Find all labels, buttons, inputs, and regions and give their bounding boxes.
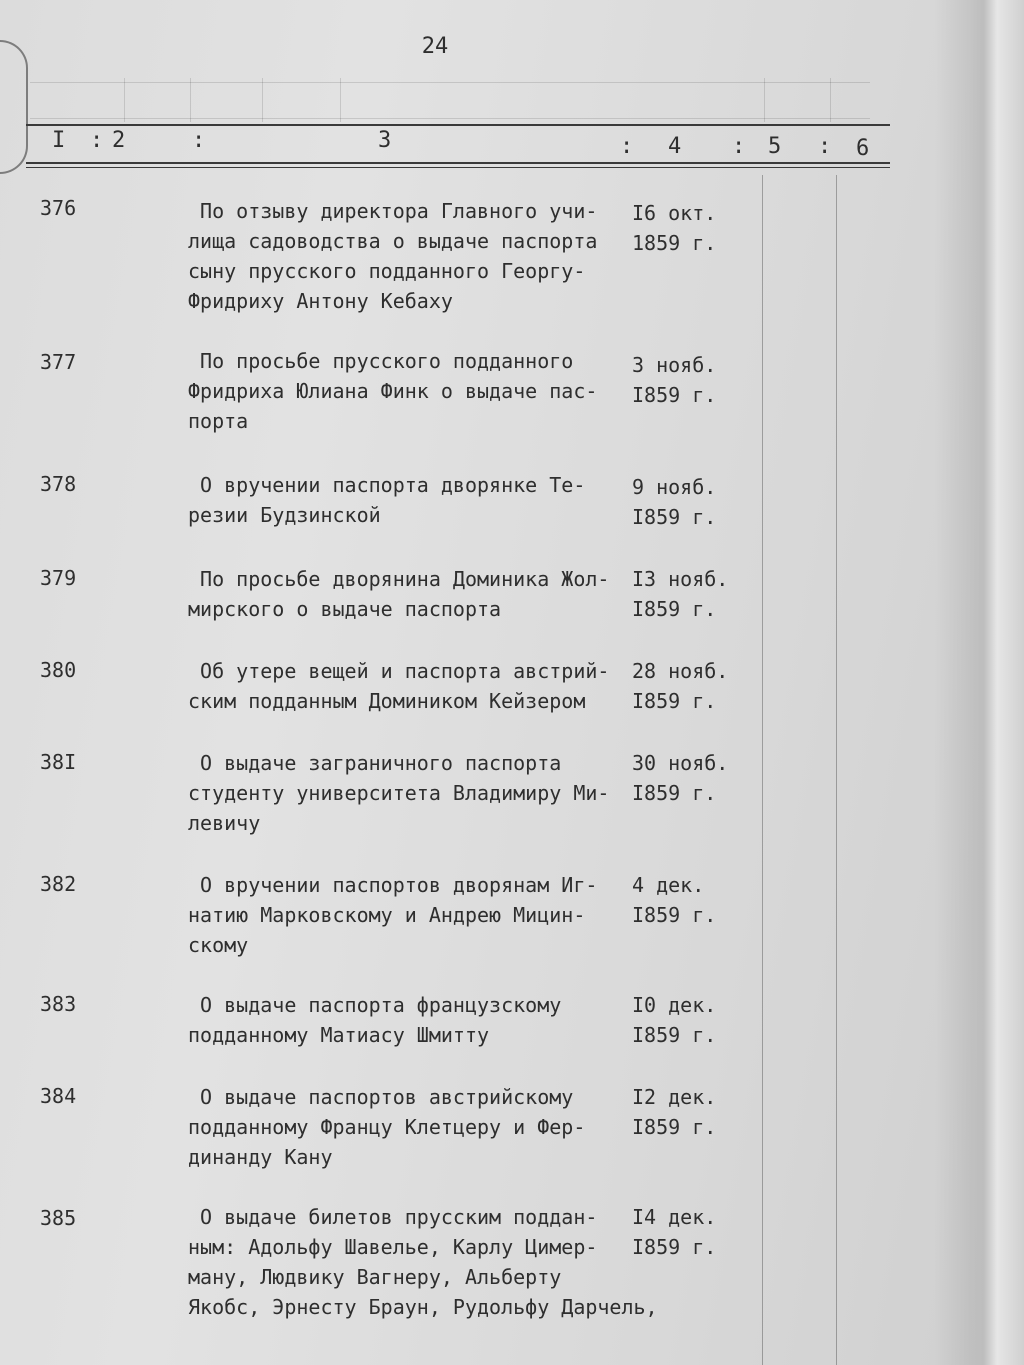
- column-header-1: I: [52, 128, 66, 153]
- header-top-rule: [26, 124, 890, 126]
- entry-number: 378: [40, 472, 77, 496]
- show-through-vline: [190, 78, 191, 122]
- show-through-line: [30, 118, 870, 119]
- entry-number: 379: [40, 566, 77, 590]
- page-number: 24: [421, 34, 449, 59]
- column-separator: :: [620, 134, 634, 159]
- column-separator: :: [818, 134, 832, 159]
- column-header-4: 4: [668, 134, 682, 159]
- paper-right-edge: [934, 0, 1024, 1365]
- entry-date: I3 нояб. I859 г.: [632, 567, 729, 621]
- entry-description: О вручении паспорта дворянке Те- резии Будзинской: [188, 473, 586, 527]
- entry-date: I2 дек. I859 г.: [632, 1085, 717, 1139]
- entry-number: 38I: [40, 750, 77, 774]
- entry-date: I6 окт. 1859 г.: [632, 201, 717, 255]
- column-separator: :: [732, 134, 746, 159]
- entry-number: 385: [40, 1206, 77, 1230]
- column-separator: :: [90, 128, 104, 153]
- column-separator: :: [192, 128, 206, 153]
- entry-description: По просьбе дворянина Доминика Жол- мирского о выдаче паспорта: [188, 567, 610, 621]
- entry-description: О выдаче билетов прусским поддан- ным: Адольфу Шавелье, Карлу Цимер- ману, Людвику Вагнеру, Альберту Якобс, Эрнесту Браун, Рудольфу Дарчель,: [188, 1205, 658, 1319]
- entry-number: 384: [40, 1084, 77, 1108]
- column-header-6: 6: [856, 136, 870, 161]
- entry-date: 30 нояб. I859 г.: [632, 751, 729, 805]
- entry-date: 3 нояб. I859 г.: [632, 353, 717, 407]
- entry-date: 9 нояб. I859 г.: [632, 475, 717, 529]
- entry-description: О выдаче паспортов австрийскому подданному Францу Клетцеру и Фер- динанду Кану: [188, 1085, 586, 1169]
- entry-description: По просьбе прусского подданного Фридриха Юлиана Финк о выдаче пас- порта: [188, 349, 598, 433]
- show-through-vline: [262, 78, 263, 122]
- entry-number: 377: [40, 350, 77, 374]
- show-through-vline: [764, 78, 765, 122]
- column-divider: [836, 175, 837, 1365]
- entry-date: I4 дек. I859 г.: [632, 1205, 717, 1259]
- show-through-line: [30, 82, 870, 83]
- show-through-vline: [830, 78, 831, 122]
- entry-number: 383: [40, 992, 77, 1016]
- entry-description: По отзыву директора Главного учи- лища садоводства о выдаче паспорта сыну прусского подданного Георгу- Фридриху Антону Кебаху: [188, 199, 598, 313]
- column-header-3: 3: [378, 128, 392, 153]
- column-header-2: 2: [112, 128, 126, 153]
- entry-description: Об утере вещей и паспорта австрий- ским подданным Домиником Кейзером: [188, 659, 610, 713]
- entry-description: О выдаче паспорта французскому подданному Матиасу Шмитту: [188, 993, 562, 1047]
- entry-number: 380: [40, 658, 77, 682]
- entry-description: О выдаче заграничного паспорта студенту университета Владимиру Ми- левичу: [188, 751, 610, 835]
- column-header-5: 5: [768, 134, 782, 159]
- header-bottom-rule-double: [26, 167, 890, 168]
- entry-date: I0 дек. I859 г.: [632, 993, 717, 1047]
- page-curl-edge: [0, 40, 28, 174]
- entry-date: 28 нояб. I859 г.: [632, 659, 729, 713]
- column-divider: [762, 175, 763, 1365]
- entry-number: 376: [40, 196, 77, 220]
- entry-number: 382: [40, 872, 77, 896]
- header-bottom-rule: [26, 162, 890, 164]
- entry-description: О вручении паспортов дворянам Иг- натию Марковскому и Андрею Мицин- скому: [188, 873, 598, 957]
- show-through-vline: [340, 78, 341, 122]
- entry-date: 4 дек. I859 г.: [632, 873, 717, 927]
- show-through-vline: [124, 78, 125, 122]
